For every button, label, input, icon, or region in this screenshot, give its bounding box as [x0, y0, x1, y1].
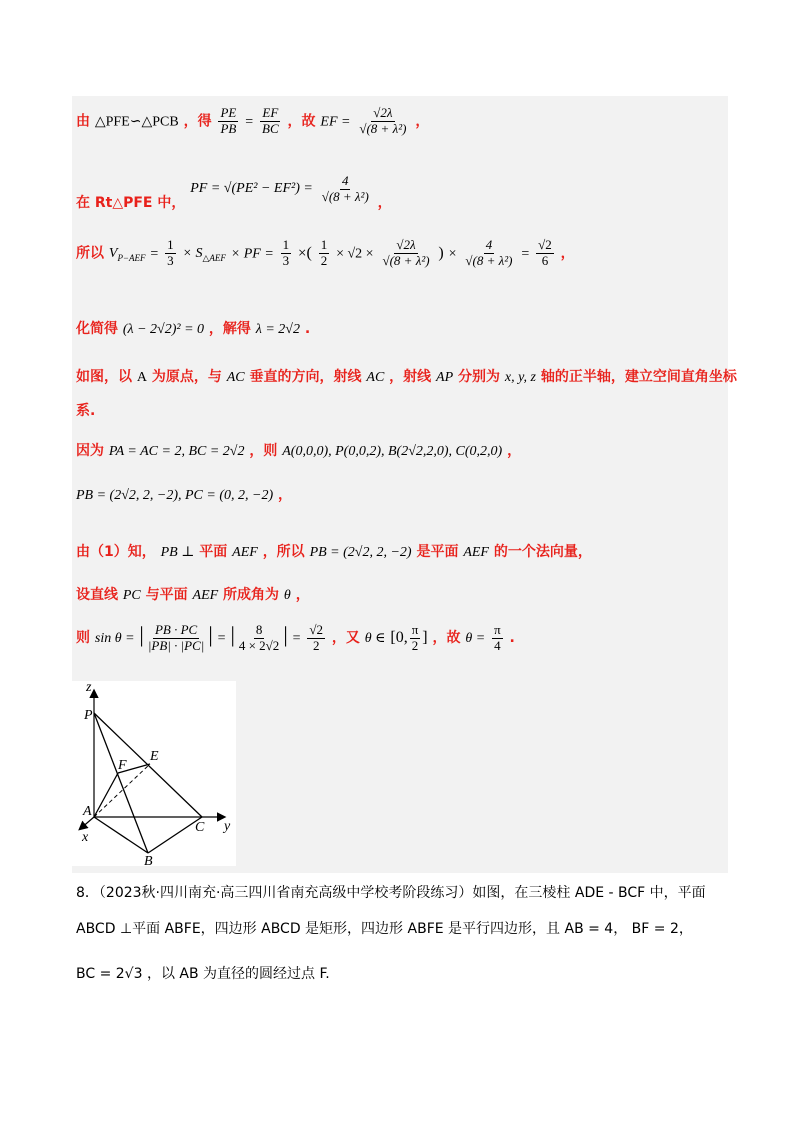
text: 的一个法向量，	[493, 544, 592, 560]
fraction-ef-term	[380, 238, 431, 269]
solution-line-similar-triangles: 由 △PFE∽△PCB ，得 $\frac{PE}{PB}$ = $\frac{EF}{BC}$ ，故 EF = $\frac{√2\lambda}{\text{√(8 + λ²)}}$ ，	[76, 105, 430, 136]
math-mid: × √2 ×	[336, 246, 374, 262]
denominator: √(8 + λ²)	[382, 252, 430, 268]
solution-line-continuation	[76, 400, 95, 420]
equals: =	[521, 246, 530, 262]
interval-open: [0,	[390, 629, 408, 646]
denominator: 6	[541, 252, 549, 268]
text: ，射线	[389, 369, 432, 385]
math-a: A	[136, 370, 147, 385]
text: ，则	[249, 443, 278, 459]
text: 分别为	[458, 369, 501, 385]
fraction-one-third-b	[281, 238, 292, 269]
text: ，故	[432, 630, 461, 646]
text: 所成角为	[223, 587, 280, 603]
text: 为原点，与	[151, 369, 222, 385]
denominator: |PB| · |PC|	[147, 637, 205, 653]
math-aef: AEF	[232, 545, 258, 560]
text: 如图，以	[76, 369, 132, 385]
text: 化简得	[76, 321, 118, 337]
question-8-line-3: BC = 2√3 ，以 AB 为直径的圆经过点 F.	[76, 966, 330, 982]
text: ，	[507, 443, 522, 459]
subscript: △AEF	[202, 253, 226, 264]
numerator: 4	[341, 172, 349, 188]
math-sin: sin θ =	[94, 631, 135, 646]
text: ，	[415, 113, 430, 130]
numerator: PE	[220, 105, 237, 120]
solution-line-volume: 所以 $V_{P-AEF}$ = $\frac{1}{3}$ × $S_{\triangle AEF}$ × PF = $\frac{1}{3}$ ×( $\frac{1}{2}$ × √2 × $\frac{√2\lambda}{\text{√(8 + λ²)}}$ ) × $\frac{4}{\text{√(8 + λ²)}}$ = $\frac{√2}{6}$ ，	[76, 237, 575, 268]
fraction-ef-bc	[260, 106, 281, 137]
math-pf: PF = √(PE² − EF²) =	[190, 181, 313, 196]
numerator: π	[494, 621, 501, 637]
label-y: y	[224, 819, 231, 834]
math-ac: AC	[366, 370, 385, 385]
label-a: A	[83, 804, 92, 819]
equals: =	[292, 631, 301, 646]
text: 所以	[76, 245, 104, 262]
math-vector: PB = (2√2, 2, −2)	[309, 545, 412, 560]
text: ，故	[287, 113, 316, 130]
text: 系.	[76, 403, 96, 419]
interval-close: ]	[422, 629, 428, 646]
label-b: B	[144, 854, 153, 866]
solution-line-vectors	[76, 484, 292, 504]
fraction-pi-4	[492, 623, 503, 654]
equals: =	[217, 631, 226, 646]
math-ap: AP	[436, 370, 454, 385]
text: 与平面	[145, 587, 188, 603]
text: ，所以	[262, 544, 305, 560]
text: ，	[560, 245, 575, 262]
text: ，解得	[208, 321, 251, 337]
fraction-sine-result	[307, 623, 325, 654]
solution-line-normal-vector	[76, 541, 592, 561]
text: 由	[76, 113, 90, 130]
text: ，	[295, 587, 310, 603]
fraction-pf-term	[463, 238, 514, 269]
denominator: 2	[312, 637, 320, 653]
denominator: √(8 + λ²)	[359, 120, 407, 136]
numerator: 1	[320, 237, 328, 252]
fraction-dot-product	[146, 623, 207, 654]
solution-line-pf	[76, 166, 392, 212]
paren-close: )	[438, 244, 444, 262]
text: 是平面	[416, 544, 459, 560]
numerator: √2	[309, 621, 324, 637]
fraction-result	[536, 238, 554, 269]
denominator: BC	[262, 120, 279, 136]
math-perp: PB ⊥	[160, 545, 195, 560]
geometry-figure	[72, 681, 236, 866]
text: 由（1）知，	[76, 544, 156, 560]
numerator: √2	[538, 237, 552, 252]
numerator: EF	[262, 105, 279, 120]
subscript: P−AEF	[117, 253, 146, 264]
solution-line-coordinates	[76, 440, 521, 460]
numerator: 4	[485, 237, 493, 252]
solution-line-angle	[76, 584, 310, 604]
fraction-value	[237, 623, 281, 654]
text: 在 Rt△PFE 中，	[76, 195, 186, 211]
text: .	[509, 630, 515, 646]
denominator: 2	[320, 252, 328, 268]
text: 设直线	[76, 587, 118, 603]
fraction-pf-value	[320, 174, 371, 205]
math-ef: EF =	[320, 114, 351, 130]
text: 轴的正半轴，建立空间直角坐标	[540, 369, 737, 385]
fraction-pe-pb	[218, 106, 238, 137]
text: × S	[182, 246, 203, 262]
solution-line-coordinate-setup	[76, 366, 737, 386]
math-lambda: λ = 2√2	[255, 322, 300, 337]
math-similarity: △PFE∽△PCB	[94, 114, 179, 130]
math-pc: PC	[122, 588, 141, 603]
text: 平面	[199, 544, 228, 560]
edge-ab	[94, 817, 148, 853]
fraction-ef-value	[357, 106, 408, 137]
edge-af	[94, 773, 118, 817]
numerator: √2λ	[396, 237, 416, 252]
math-theta: θ	[283, 588, 291, 603]
text: 因为	[76, 443, 104, 459]
math-coordinates: A(0,0,0), P(0,0,2), B(2√2,2,0), C(0,2,0)	[282, 444, 503, 459]
text: .	[304, 321, 311, 337]
math-theta-result: θ =	[465, 631, 486, 646]
math-aef: AEF	[192, 588, 219, 603]
solution-line-solve-lambda	[76, 318, 310, 338]
label-c: C	[195, 820, 205, 835]
denominator: 3	[167, 252, 174, 268]
fraction-pi-2	[410, 623, 421, 654]
question-8-line-2: ABCD ⊥平面 ABFE，四边形 ABCD 是矩形，四边形 ABFE 是平行四边形，且 AB = 4， BF = 2，	[76, 921, 693, 937]
question-8-line-1: 8．（2023秋·四川南充·高三四川省南充高级中学校考阶段练习）如图，在三棱柱 ADE - BCF 中，平面	[76, 885, 706, 901]
math-volume	[108, 246, 146, 264]
edge-pb	[94, 713, 148, 853]
math-aef: AEF	[463, 545, 489, 560]
denominator: 3	[282, 252, 290, 268]
math-vectors: PB = (2√2, 2, −2), PC = (0, 2, −2)	[76, 488, 274, 503]
times: ×	[448, 246, 457, 262]
text: ，	[377, 195, 392, 211]
numerator: π	[411, 621, 419, 637]
math-equation: (λ − 2√2)² = 0	[122, 322, 205, 337]
numerator: PB · PC	[154, 621, 198, 637]
text: ，又	[331, 630, 360, 646]
math-pf: × PF =	[230, 246, 274, 262]
edge-bc	[148, 817, 202, 853]
solution-line-sine: 则 sin θ = | $\frac{PB \cdot PC}{|PB| \cdot |PC|}$ | = | $\frac{8}{4 \times 2√2}$ | = $\frac{√2}{2}$ ，又 θ ∈ [0, $\frac{\pi}{2}$ ] ，故 θ = $\frac{\pi}{4}$ .	[76, 621, 515, 653]
text: ，	[278, 487, 292, 503]
math-given: PA = AC = 2, BC = 2√2	[108, 444, 245, 459]
numerator: 1	[167, 237, 174, 252]
paren-open: (	[306, 244, 312, 262]
pyramid-diagram	[72, 681, 236, 866]
label-z: z	[86, 681, 92, 695]
denominator: 4	[494, 637, 501, 653]
denominator: PB	[220, 120, 237, 136]
math-axes: x, y, z	[504, 370, 536, 385]
label-p: P	[84, 708, 93, 723]
equals: =	[150, 246, 159, 262]
label-f: F	[118, 758, 127, 773]
numerator: 8	[255, 621, 263, 637]
numerator: 1	[282, 237, 290, 252]
fraction-one-half	[319, 238, 330, 269]
text: ，得	[183, 113, 212, 130]
numerator: √2λ	[373, 105, 393, 120]
text: 则	[76, 630, 90, 646]
math-theta-range: θ ∈	[364, 631, 386, 646]
denominator: 2	[411, 637, 419, 653]
denominator: 4 × 2√2	[238, 637, 280, 653]
fraction-one-third	[165, 238, 176, 269]
text: 垂直的方向，射线	[249, 369, 362, 385]
math-area	[182, 246, 226, 264]
denominator: √(8 + λ²)	[321, 188, 369, 204]
text: V	[108, 246, 118, 262]
label-x: x	[82, 830, 89, 845]
denominator: √(8 + λ²)	[465, 252, 513, 268]
math-ac: AC	[226, 370, 245, 385]
label-e: E	[150, 749, 159, 764]
